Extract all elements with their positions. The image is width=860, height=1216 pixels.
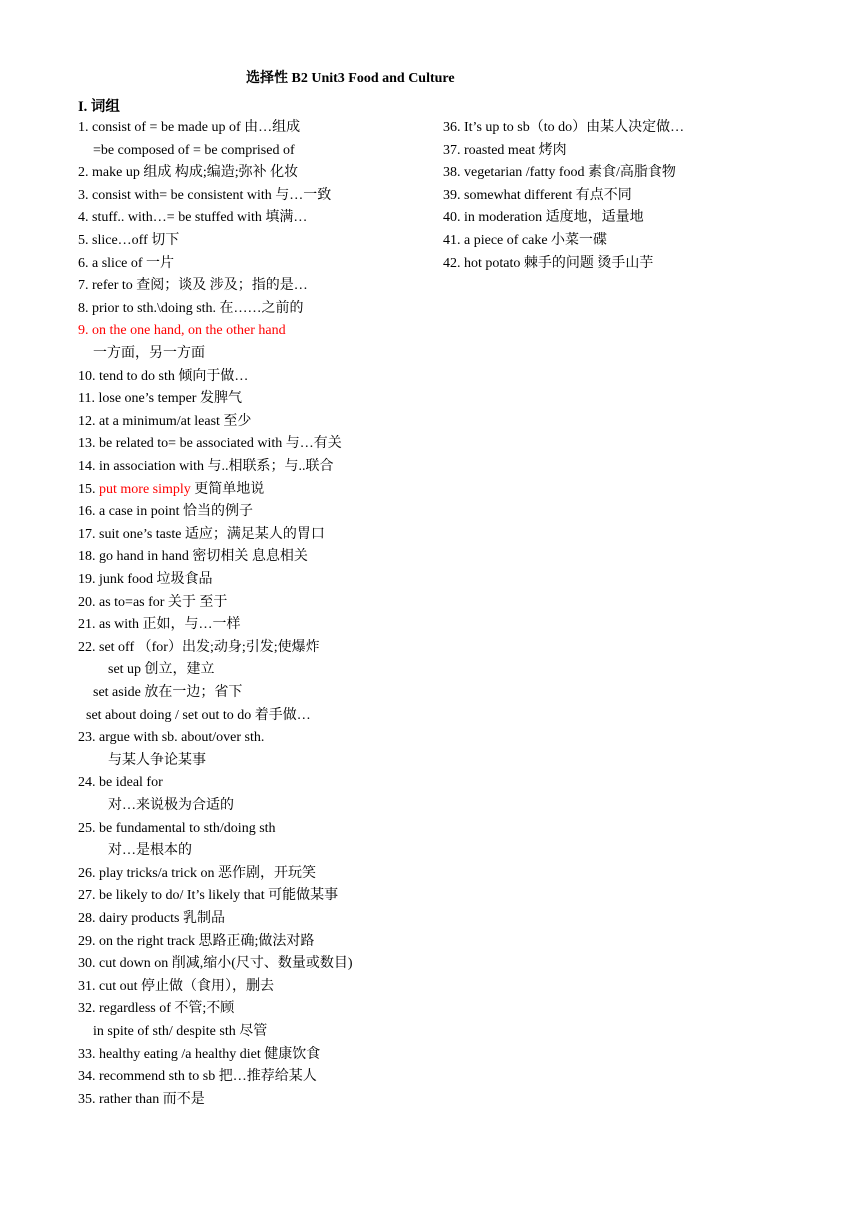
phrase-line: =be composed of = be comprised of <box>93 142 295 158</box>
phrase-line: set up 创立，建立 <box>108 662 215 678</box>
phrase-line: 18. go hand in hand 密切相关 息息相关 <box>78 549 308 565</box>
phrase-line: 32. regardless of 不管;不顾 <box>78 1001 235 1017</box>
phrase-line: 27. be likely to do/ It’s likely that 可能做某事 <box>78 888 339 904</box>
phrase-line: 21. as with 正如，与…一样 <box>78 617 241 633</box>
phrase-line: 41. a piece of cake 小菜一碟 <box>443 233 608 248</box>
phrase-line: 与某人争论某事 <box>108 752 206 768</box>
phrase-line: in spite of sth/ despite sth 尽管 <box>93 1024 268 1039</box>
phrase-line: set about doing / set out to do 着手做… <box>86 707 311 723</box>
phrase-line: 22. set off （for）出发;动身;引发;使爆炸 <box>78 639 320 655</box>
phrase-line: 9. on the one hand, on the other hand <box>78 323 286 339</box>
phrase-line: 31. cut out 停止做（食用），删去 <box>78 978 274 994</box>
phrase-line: 6. a slice of 一片 <box>78 255 175 271</box>
phrase-line: 4. stuff.. with…= be stuffed with 填满… <box>78 210 308 226</box>
phrase-line: 24. be ideal for <box>78 775 163 791</box>
phrase-line: 36. It’s up to sb（to do）由某人决定做… <box>443 120 685 135</box>
phrase-line: 13. be related to= be associated with 与…有关 <box>78 436 342 452</box>
phrase-line: 28. dairy products 乳制品 <box>78 911 225 926</box>
phrase-line: 38. vegetarian /fatty food 素食/高脂食物 <box>443 165 676 181</box>
phrase-line: 25. be fundamental to sth/doing sth <box>78 820 276 836</box>
phrase-line: 12. at a minimum/at least 至少 <box>78 413 252 429</box>
section-heading: I. 词组 <box>78 99 120 115</box>
phrase-line: 对…来说极为合适的 <box>108 798 234 813</box>
highlighted-phrase: put more simply <box>99 481 191 497</box>
phrase-line: 26. play tricks/a trick on 恶作剧，开玩笑 <box>78 865 316 881</box>
page-title: 选择性 B2 Unit3 Food and Culture <box>246 71 455 86</box>
phrase-line: 16. a case in point 恰当的例子 <box>78 504 253 520</box>
phrase-line: 2. make up 组成 构成;编造;弥补 化妆 <box>78 165 299 181</box>
phrase-line: 35. rather than 而不是 <box>78 1091 205 1107</box>
phrase-line: 1. consist of = be made up of 由…组成 <box>78 120 301 135</box>
phrase-line: 5. slice…off 切下 <box>78 233 180 248</box>
phrase-line: 14. in association with 与..相联系；与..联合 <box>78 459 334 474</box>
phrase-line: 33. healthy eating /a healthy diet 健康饮食 <box>78 1046 321 1062</box>
phrase-line: 11. lose one’s temper 发脾气 <box>78 391 242 407</box>
phrase-line: 34. recommend sth to sb 把…推荐给某人 <box>78 1069 317 1085</box>
phrase-line: 19. junk food 垃圾食品 <box>78 572 213 587</box>
phrase-line: 37. roasted meat 烤肉 <box>443 142 567 158</box>
phrase-line: 20. as to=as for 关于 至于 <box>78 594 228 610</box>
phrase-line: 17. suit one’s taste 适应；满足某人的胃口 <box>78 526 325 542</box>
phrase-line: set aside 放在一边；省下 <box>93 685 243 700</box>
phrase-line: 10. tend to do sth 倾向于做… <box>78 368 249 384</box>
phrase-line: 23. argue with sb. about/over sth. <box>78 730 265 746</box>
phrase-line: 8. prior to sth.\doing sth. 在……之前的 <box>78 300 304 316</box>
phrase-line: 一方面，另一方面 <box>93 346 205 361</box>
phrase-line: 39. somewhat different 有点不同 <box>443 187 632 203</box>
phrase-meaning: 更简单地说 <box>190 481 265 497</box>
phrase-number: 15. <box>78 481 99 497</box>
phrase-line: 7. refer to 查阅；谈及 涉及；指的是… <box>78 278 308 294</box>
phrase-line: 29. on the right track 思路正确;做法对路 <box>78 933 315 949</box>
phrase-line <box>78 481 264 499</box>
phrase-line: 3. consist with= be consistent with 与…一致 <box>78 187 332 203</box>
phrase-line: 40. in moderation 适度地，适量地 <box>443 210 644 226</box>
phrase-line: 42. hot potato 棘手的问题 烫手山芋 <box>443 255 654 271</box>
phrase-line: 30. cut down on 削减,缩小(尺寸、数量或数目) <box>78 956 353 972</box>
phrase-line: 对…是根本的 <box>108 843 192 859</box>
